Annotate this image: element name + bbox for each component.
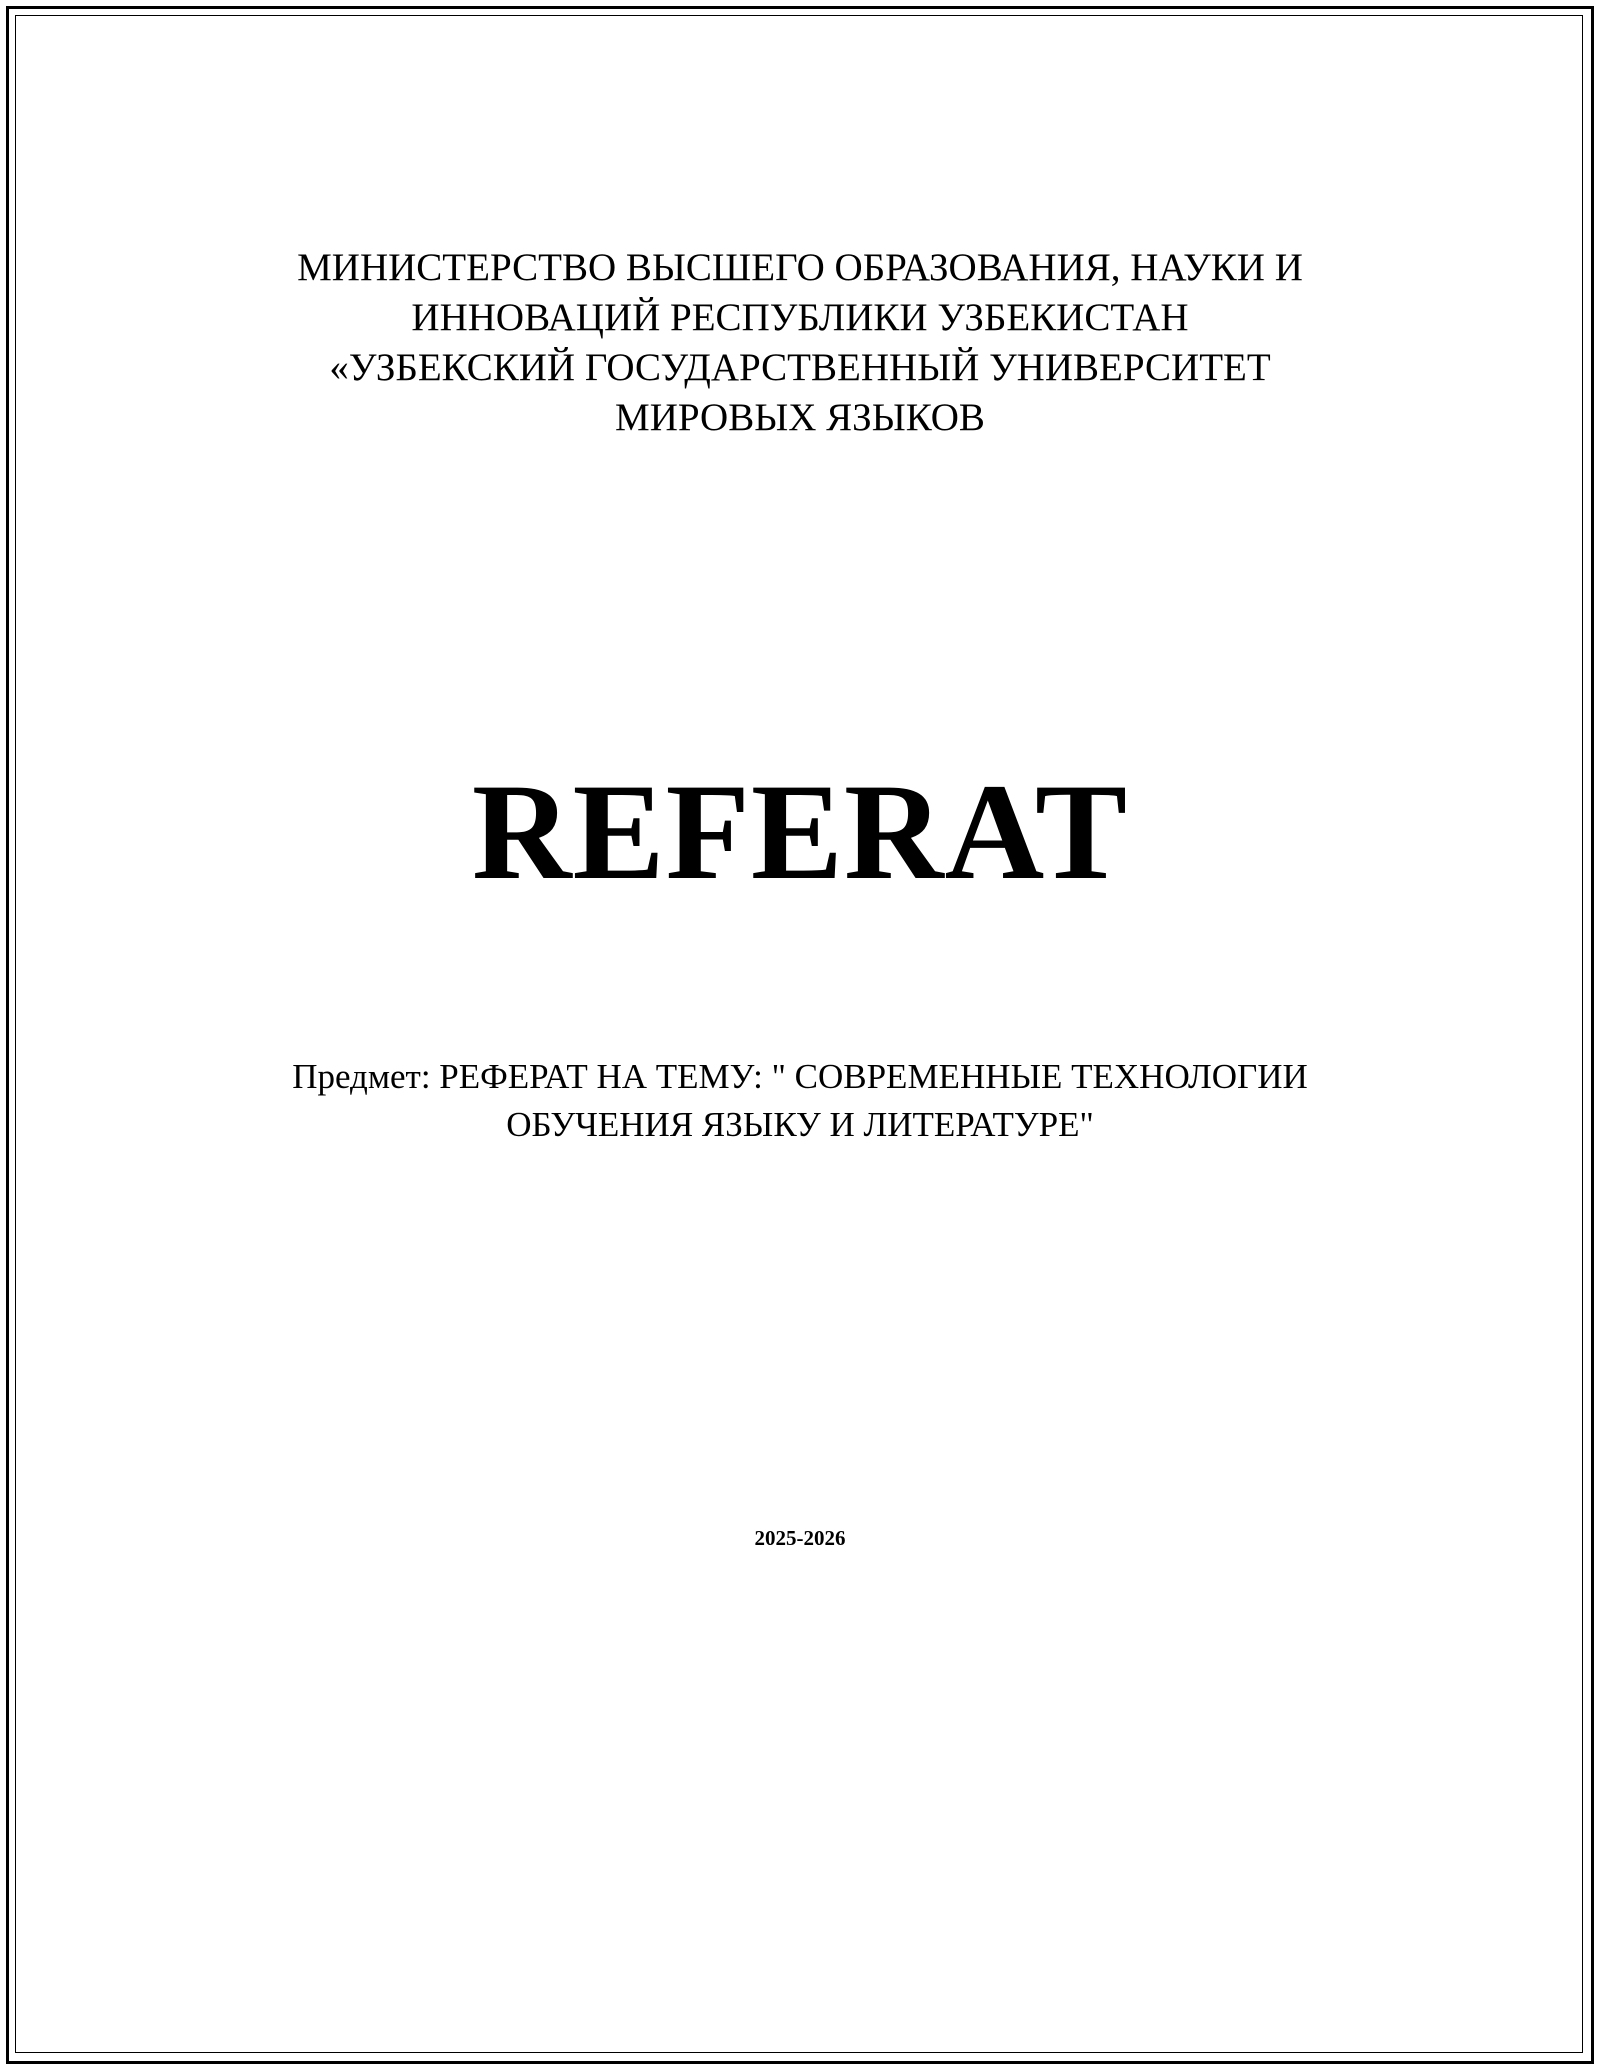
subject-line-2: ОБУЧЕНИЯ ЯЗЫКУ И ЛИТЕРАТУРЕ": [506, 1105, 1094, 1144]
header-line-1: МИНИСТЕРСТВО ВЫСШЕГО ОБРАЗОВАНИЯ, НАУКИ И: [297, 246, 1303, 289]
academic-year: 2025-2026: [754, 1526, 846, 1550]
subject-line-1: Предмет: РЕФЕРАТ НА ТЕМУ: " СОВРЕМЕННЫЕ ТЕХНОЛОГИИ: [292, 1057, 1308, 1096]
document-title: REFERAT: [471, 755, 1129, 908]
subject-block: [0, 1053, 1600, 1149]
header-line-4: МИРОВЫХ ЯЗЫКОВ: [615, 396, 985, 439]
header-line-3: «УЗБЕКСКИЙ ГОСУДАРСТВЕННЫЙ УНИВЕРСИТЕТ: [329, 346, 1271, 389]
institution-header: [0, 243, 1600, 443]
header-line-2: ИННОВАЦИЙ РЕСПУБЛИКИ УЗБЕКИСТАН: [411, 296, 1189, 339]
